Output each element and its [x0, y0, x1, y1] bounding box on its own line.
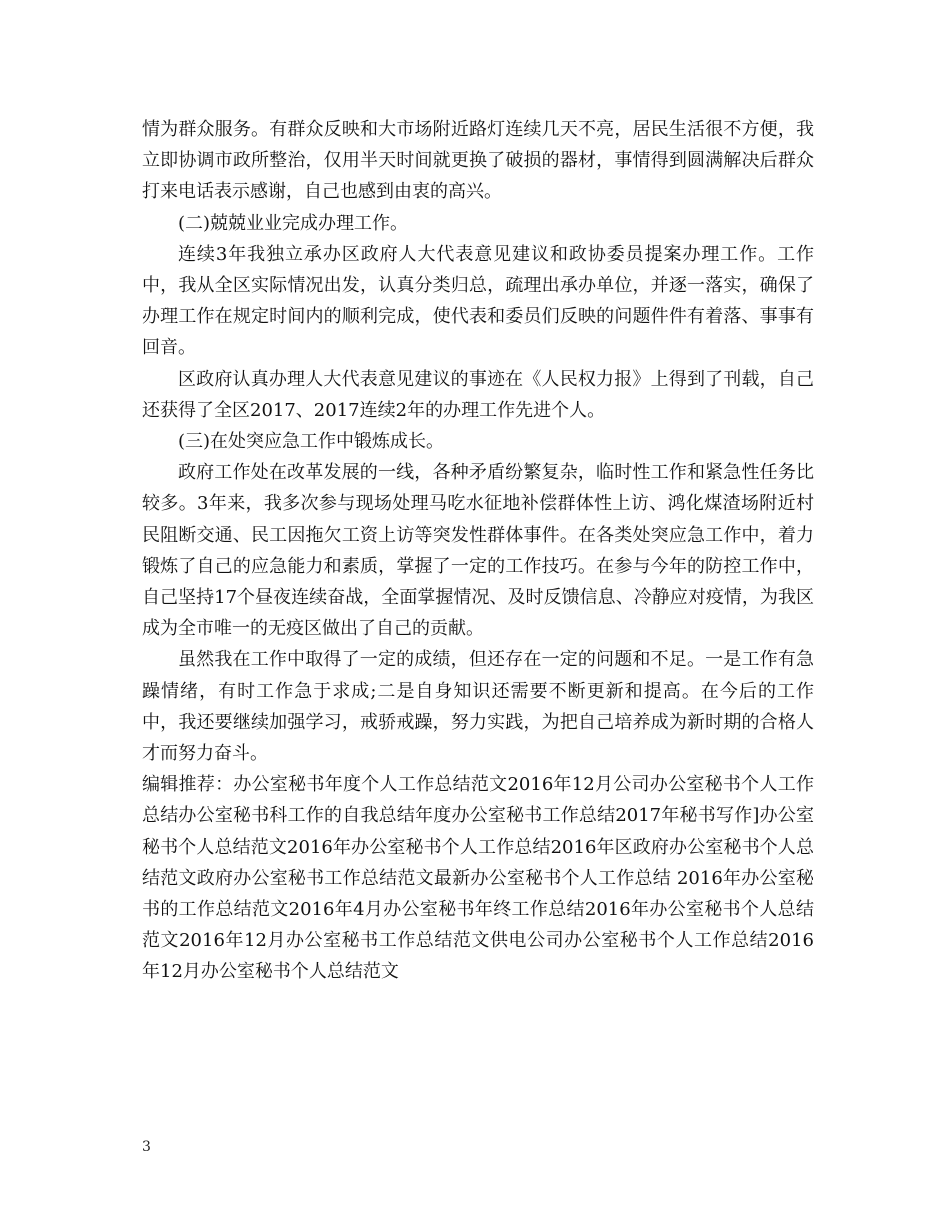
paragraph-5-heading: (三)在处突应急工作中锻炼成长。: [178, 431, 445, 453]
paragraph-4: 区政府认真办理人大代表意见建议的事迹在《人民权力报》上得到了刊载，自己还获得了全区2017、2017连续2年的办理工作先进个人。: [142, 368, 814, 421]
page-number: 3: [142, 1139, 151, 1155]
paragraph-2-heading: (二)兢兢业业完成办理工作。: [178, 212, 409, 234]
paragraph-7: 虽然我在工作中取得了一定的成绩，但还存在一定的问题和不足。一是工作有急躁情绪，有时工作急于求成;二是自身知识还需要不断更新和提高。在今后的工作中，我还要继续加强学习，戒骄戒躁，努力实践，为把自己培养成为新时期的合格人才而努力奋斗。: [142, 649, 814, 765]
paragraph-3: 连续3年我独立承办区政府人大代表意见建议和政协委员提案办理工作。工作中，我从全区实际情况出发，认真分类归总，疏理出承办单位，并逐一落实，确保了办理工作在规定时间内的顺利完成，使代表和委员们反映的问题件件有着落、事事有回音。: [142, 243, 814, 359]
editor-recommendation: 编辑推荐：办公室秘书年度个人工作总结范文2016年12月公司办公室秘书个人工作总结办公室秘书科工作的自我总结年度办公室秘书工作总结2017年秘书写作]办公室秘书个人总结范文2016年办公室秘书个人工作总结2016年区政府办公室秘书个人总结范文政府办公室秘书工作总结范文最新办公室秘书个人工作总结 2016年办公室秘书的工作总结范文2016年4月办公室秘书年终工作总结2016年办公室秘书个人总结范文2016年12月办公室秘书工作总结范文供电公司办公室秘书个人工作总结2016年12月办公室秘书个人总结范文: [142, 774, 814, 983]
paragraph-6: 政府工作处在改革发展的一线，各种矛盾纷繁复杂，临时性工作和紧急性任务比较多。3年来，我多次参与现场处理马吃水征地补偿群体性上访、鸿化煤渣场附近村民阻断交通、民工因拖欠工资上访等突发性群体事件。在各类处突应急工作中，着力锻炼了自己的应急能力和素质，掌握了一定的工作技巧。在参与今年的防控工作中，自己坚持17个昼夜连续奋战，全面掌握情况、及时反馈信息、冷静应对疫情，为我区成为全市唯一的无疫区做出了自己的贡献。: [142, 462, 814, 640]
paragraph-1: 情为群众服务。有群众反映和大市场附近路灯连续几天不亮，居民生活很不方便，我立即协调市政所整治，仅用半天时间就更换了破损的器材，事情得到圆满解决后群众打来电话表示感谢，自己也感到由衷的高兴。: [142, 119, 814, 203]
document-body: [142, 114, 814, 988]
